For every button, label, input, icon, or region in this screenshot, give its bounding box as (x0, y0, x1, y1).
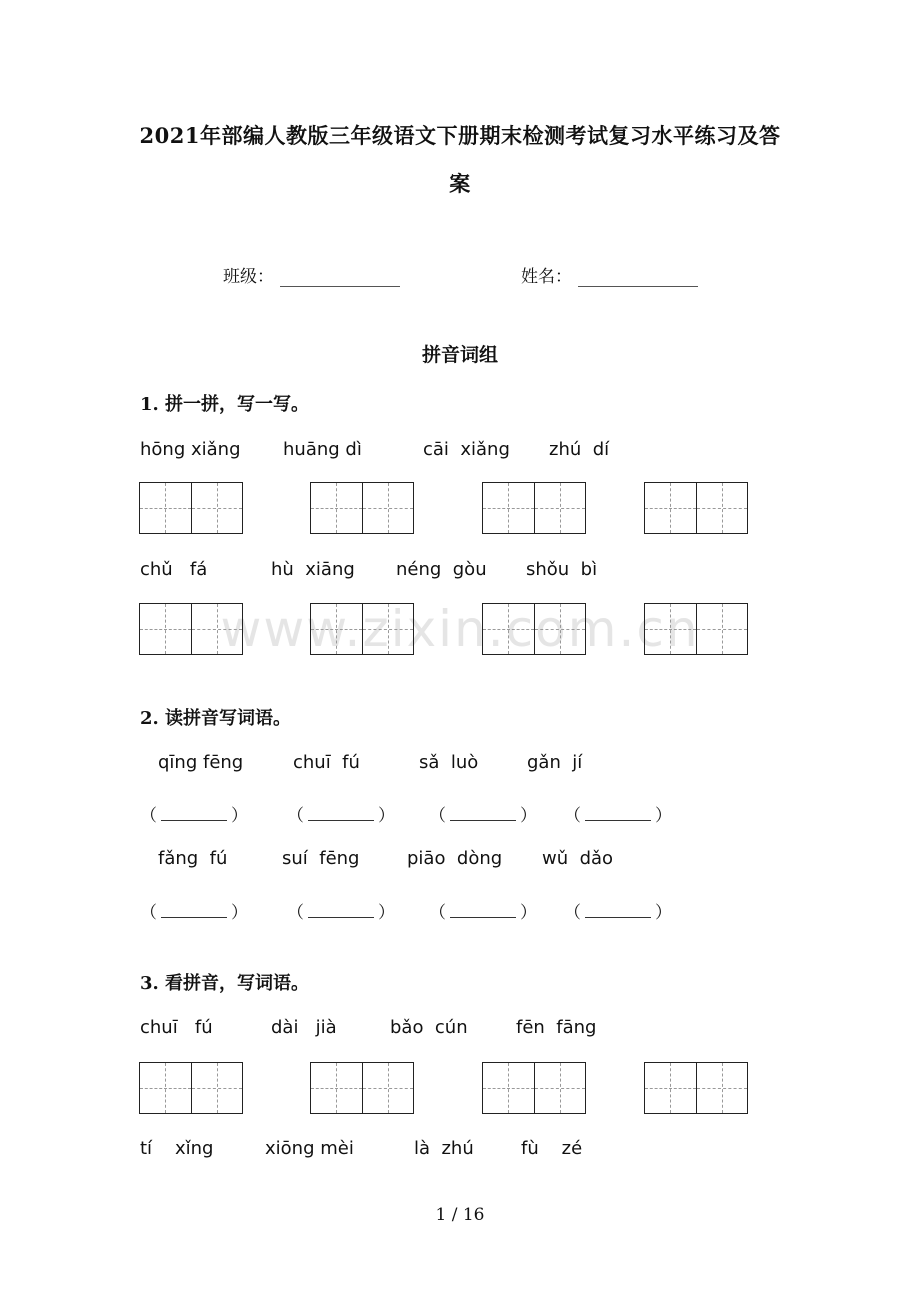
paren-close: ） (520, 903, 537, 923)
pinyin: zhú dí (549, 439, 610, 460)
pinyin: fǎng fú (158, 848, 228, 869)
question-2-label: 2. 读拼音写词语。 (140, 708, 292, 729)
blank-line[interactable] (450, 806, 516, 821)
name-label: 姓名： (521, 267, 572, 287)
writing-grid[interactable] (310, 482, 414, 534)
pinyin: fēn fāng (516, 1017, 597, 1038)
name-field (521, 262, 698, 287)
paren-close: ） (655, 806, 672, 826)
answer-blank[interactable] (287, 801, 395, 826)
writing-grid[interactable] (644, 603, 748, 655)
writing-grid[interactable] (482, 603, 586, 655)
pinyin: chǔ fá (140, 559, 208, 580)
paren-open: （ (429, 903, 446, 923)
writing-grid[interactable] (310, 603, 414, 655)
class-label: 班级： (223, 267, 274, 287)
writing-grid[interactable] (482, 1062, 586, 1114)
blank-line[interactable] (308, 806, 374, 821)
pinyin: fù zé (521, 1138, 583, 1159)
pinyin: huāng dì (283, 439, 362, 460)
answer-blank[interactable] (429, 801, 537, 826)
blank-line[interactable] (161, 903, 227, 918)
blank-line[interactable] (308, 903, 374, 918)
watermark: www.zixin.com.cn (220, 600, 700, 658)
blank-line[interactable] (585, 806, 651, 821)
pinyin: piāo dòng (407, 848, 503, 869)
pinyin: hōng xiǎng (140, 439, 241, 460)
paren-close: ） (655, 903, 672, 923)
blank-line[interactable] (450, 903, 516, 918)
pinyin: hù xiāng (271, 559, 355, 580)
paren-close: ） (231, 903, 248, 923)
answer-blank[interactable] (287, 898, 395, 923)
pinyin: xiōng mèi (265, 1138, 354, 1159)
answer-blank[interactable] (564, 801, 672, 826)
class-blank (280, 268, 400, 287)
answer-blank[interactable] (429, 898, 537, 923)
pinyin: cāi xiǎng (423, 439, 510, 460)
pinyin: tí xǐng (140, 1138, 214, 1159)
paren-close: ） (378, 806, 395, 826)
writing-grid[interactable] (139, 603, 243, 655)
writing-grid[interactable] (482, 482, 586, 534)
blank-line[interactable] (585, 903, 651, 918)
paren-open: （ (140, 806, 157, 826)
pinyin: suí fēng (282, 848, 360, 869)
pinyin: bǎo cún (390, 1017, 468, 1038)
paren-close: ） (378, 903, 395, 923)
pinyin: chuī fú (293, 752, 360, 773)
writing-grid[interactable] (139, 1062, 243, 1114)
question-3-label: 3. 看拼音，写词语。 (140, 973, 310, 994)
blank-line[interactable] (161, 806, 227, 821)
paren-open: （ (287, 806, 304, 826)
paren-close: ） (520, 806, 537, 826)
pinyin: shǒu bì (526, 559, 598, 580)
pinyin: gǎn jí (527, 752, 583, 773)
question-1-label: 1. 拼一拼，写一写。 (140, 394, 310, 415)
page-number: 1 / 16 (435, 1205, 485, 1225)
name-blank (578, 268, 698, 287)
paren-close: ） (231, 806, 248, 826)
pinyin: chuī fú (140, 1017, 213, 1038)
answer-blank[interactable] (564, 898, 672, 923)
paren-open: （ (140, 903, 157, 923)
section-title: 拼音词组 (421, 344, 498, 366)
paren-open: （ (564, 903, 581, 923)
document-title-line-1: 2021年部编人教版三年级语文下册期末检测考试复习水平练习及答 (139, 123, 781, 148)
writing-grid[interactable] (139, 482, 243, 534)
pinyin: néng gòu (396, 559, 487, 580)
pinyin: sǎ luò (419, 752, 479, 773)
answer-blank[interactable] (140, 898, 248, 923)
pinyin: qīng fēng (158, 752, 244, 773)
writing-grid[interactable] (310, 1062, 414, 1114)
class-field (223, 262, 400, 287)
document-title-line-2: 案 (449, 171, 471, 196)
pinyin: dài jià (271, 1017, 337, 1038)
paren-open: （ (564, 806, 581, 826)
answer-blank[interactable] (140, 801, 248, 826)
paren-open: （ (429, 806, 446, 826)
writing-grid[interactable] (644, 1062, 748, 1114)
paren-open: （ (287, 903, 304, 923)
pinyin: wǔ dǎo (542, 848, 614, 869)
writing-grid[interactable] (644, 482, 748, 534)
pinyin: là zhú (414, 1138, 474, 1159)
